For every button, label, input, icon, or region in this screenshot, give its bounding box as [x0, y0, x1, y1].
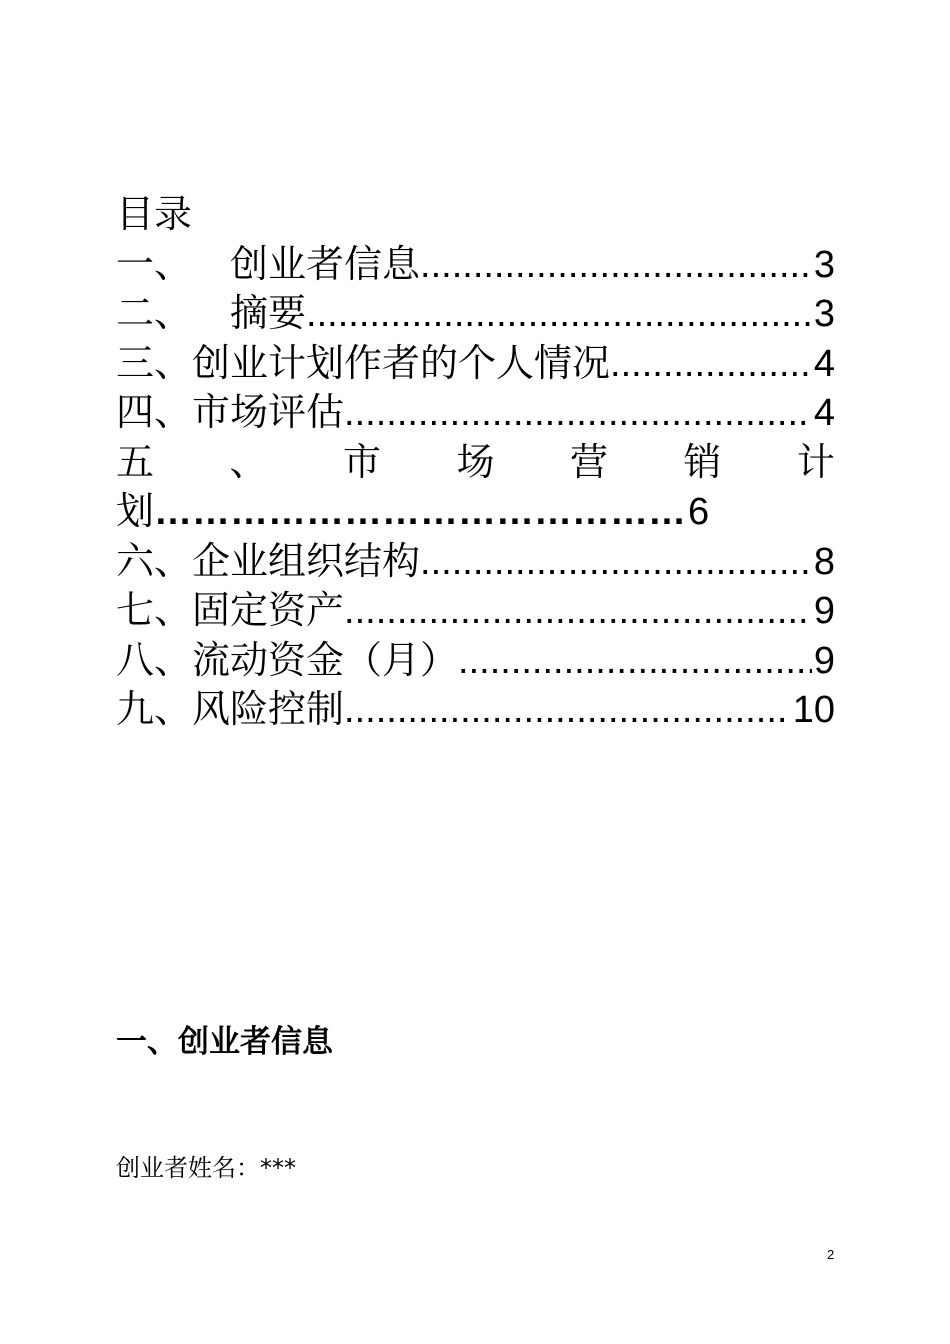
- toc-entry-char: 营: [569, 439, 608, 484]
- toc-entry-9[interactable]: [116, 685, 835, 735]
- section-heading: 一、创业者信息: [116, 1024, 333, 1060]
- toc-entry-number: 三、: [116, 340, 193, 385]
- toc-page-number: 4: [813, 392, 835, 434]
- toc-dot-leader: [344, 388, 812, 439]
- toc-entry-6[interactable]: [116, 537, 835, 587]
- toc-entry-char: 五: [116, 439, 155, 484]
- toc-entry-title: 企业组织结构: [192, 538, 421, 583]
- toc-heading: 目录: [116, 192, 193, 236]
- toc-dot-leader: [458, 636, 812, 687]
- toc-entry-title: 创业者信息: [230, 241, 421, 286]
- toc-entry-number: 一、: [116, 241, 193, 286]
- toc-entry-char: 市: [342, 439, 381, 484]
- page-number: 2: [827, 1247, 835, 1262]
- toc-entry-5-line-1[interactable]: [116, 438, 835, 488]
- toc-page-number: 3: [813, 243, 835, 286]
- toc-entry-char: 场: [456, 439, 495, 484]
- toc-dot-leader: [420, 240, 812, 291]
- toc-entry-title: 摘要: [230, 291, 307, 335]
- toc-page-number: 3: [813, 293, 835, 335]
- toc-entry-char: 、: [229, 439, 268, 484]
- table-of-contents: [116, 190, 835, 735]
- toc-page-number: 9: [813, 639, 835, 682]
- toc-entry-5-line-2[interactable]: [116, 487, 835, 537]
- toc-entry-char: 计: [796, 439, 835, 484]
- toc-page-number: 6: [688, 491, 710, 533]
- toc-dot-leader: [610, 339, 812, 390]
- toc-entry-char: 销: [683, 439, 722, 484]
- founder-name-label: 创业者姓名：: [116, 1154, 260, 1182]
- toc-entry-number: 七、: [116, 588, 193, 632]
- toc-dot-leader: ……………………………………: [154, 491, 687, 533]
- toc-dot-leader: [420, 537, 812, 588]
- toc-page-number: 8: [813, 540, 835, 583]
- toc-entry-number: 二、: [116, 291, 193, 335]
- toc-entry-7[interactable]: [116, 586, 835, 636]
- toc-entry-number: 九、: [116, 687, 193, 731]
- toc-dot-leader: [306, 289, 812, 340]
- toc-entry-8[interactable]: [116, 636, 835, 686]
- toc-page-number: 10: [792, 689, 835, 731]
- toc-entry-4[interactable]: [116, 388, 835, 438]
- founder-name-field: [116, 1148, 296, 1183]
- toc-entry-title: 风险控制: [192, 687, 345, 731]
- toc-entry-3[interactable]: [116, 339, 835, 389]
- founder-name-value: ***: [260, 1154, 296, 1182]
- toc-entry-2[interactable]: [116, 289, 835, 339]
- toc-entry-title: 创业计划作者的个人情况: [192, 340, 611, 385]
- toc-entry-number: 八、: [116, 637, 193, 682]
- toc-entry-number: 六、: [116, 538, 193, 583]
- toc-entry-1[interactable]: [116, 240, 835, 290]
- toc-entry-char: 划: [116, 489, 155, 533]
- toc-entry-title: 市场评估: [192, 390, 345, 434]
- toc-entry-title: 流动资金（月）: [192, 637, 459, 682]
- toc-dot-leader: [344, 685, 791, 736]
- toc-page-number: 4: [813, 342, 835, 385]
- toc-page-number: 9: [813, 590, 835, 632]
- toc-entry-title: 固定资产: [192, 588, 345, 632]
- toc-dot-leader: [344, 586, 812, 637]
- toc-entry-number: 四、: [116, 390, 193, 434]
